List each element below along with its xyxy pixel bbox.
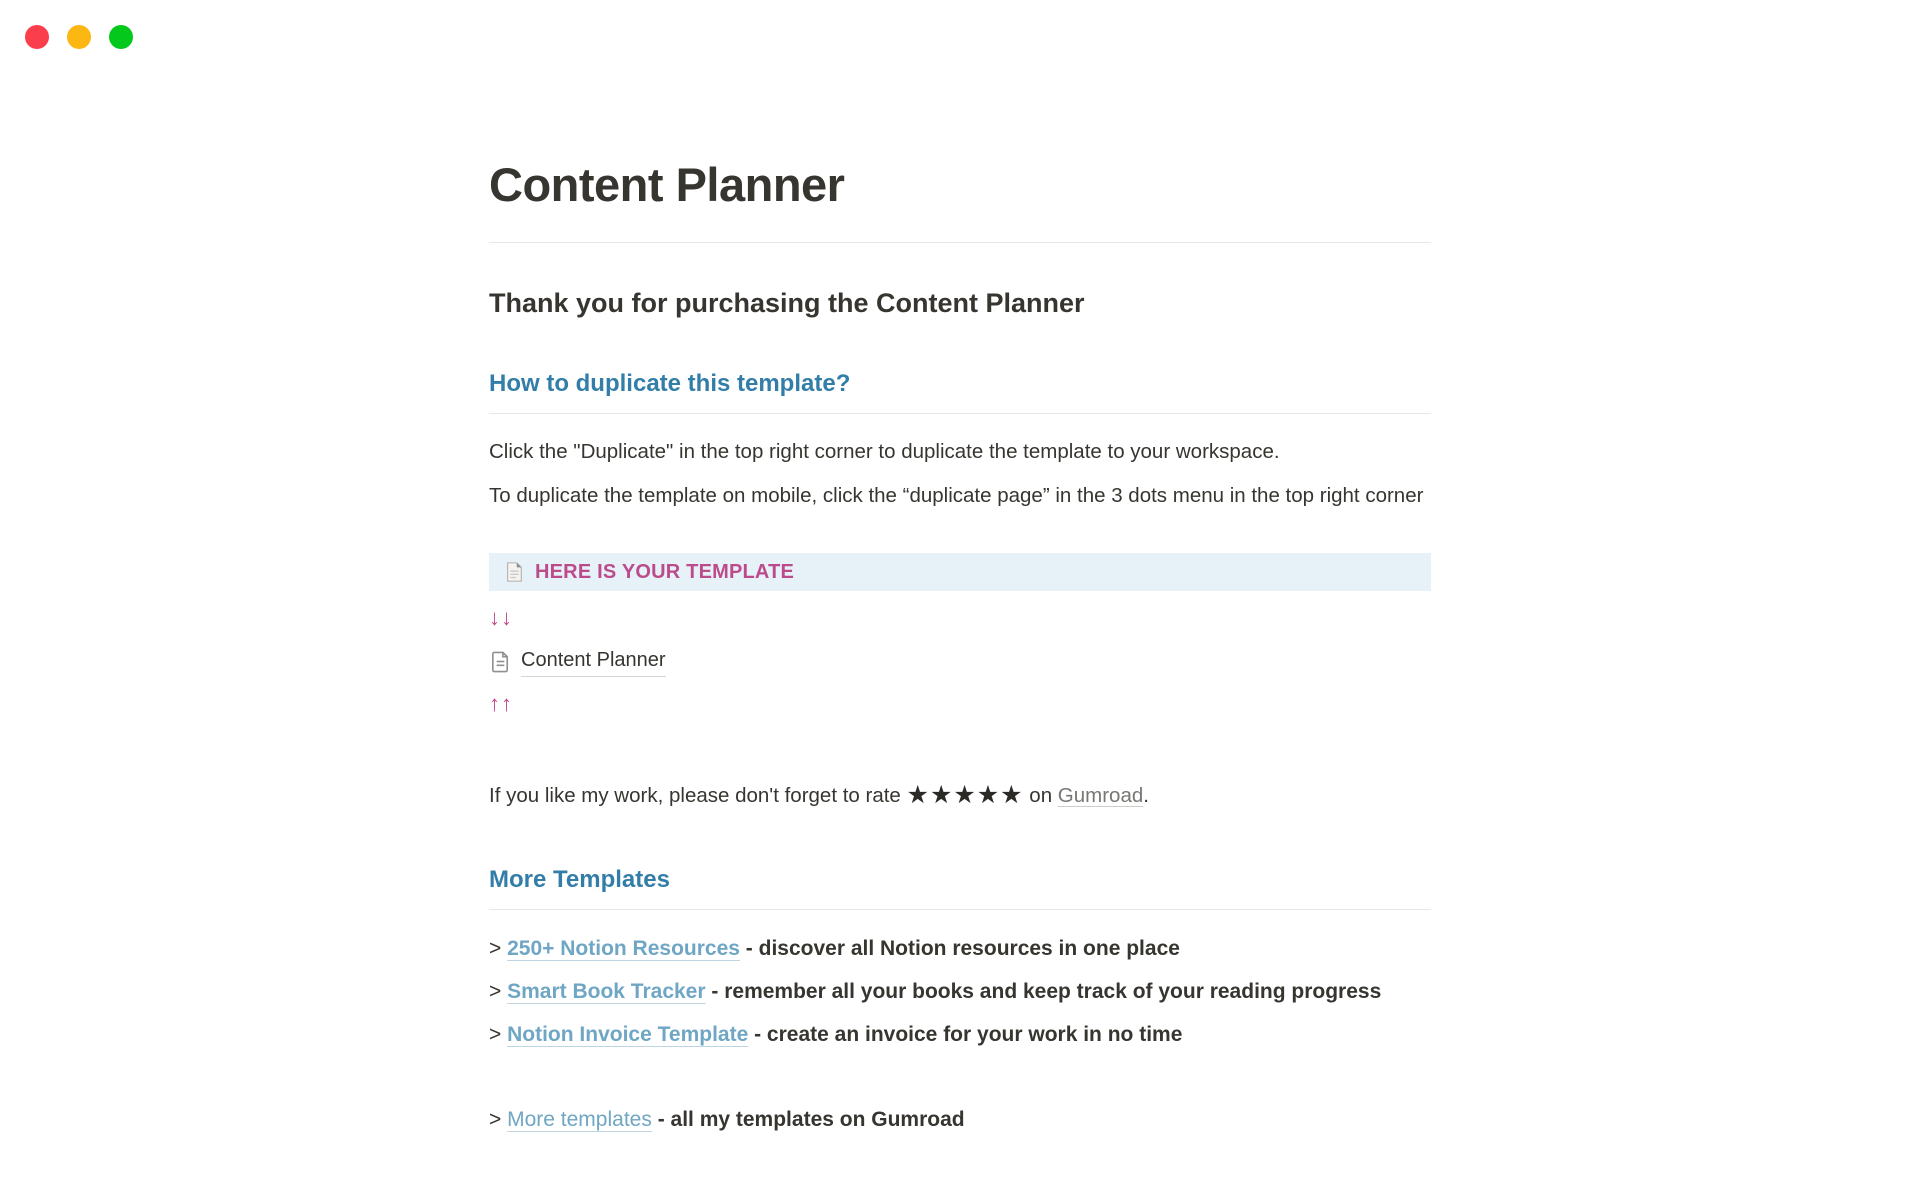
notion-invoice-template-link[interactable]: Notion Invoice Template xyxy=(507,1023,749,1046)
duplicate-instructions-desktop: Click the "Duplicate" in the top right corner to duplicate the template to your workspace. xyxy=(489,440,1280,463)
rating-line xyxy=(489,779,1431,812)
item-description: - all my templates on Gumroad xyxy=(657,1108,965,1131)
item-prefix: > xyxy=(489,937,508,960)
template-list-item xyxy=(489,1103,1431,1136)
notion-resources-link[interactable]: 250+ Notion Resources xyxy=(507,937,740,960)
down-arrows: ↓↓ xyxy=(489,605,513,630)
template-callout xyxy=(489,553,1431,591)
smart-book-tracker-link[interactable]: Smart Book Tracker xyxy=(507,980,706,1003)
zoom-button[interactable] xyxy=(109,25,133,49)
close-button[interactable] xyxy=(25,25,49,49)
document-icon xyxy=(489,650,512,673)
divider xyxy=(489,242,1431,243)
thank-you-heading: Thank you for purchasing the Content Planner xyxy=(489,288,1085,318)
content-planner-page-link[interactable] xyxy=(489,646,666,677)
window-controls xyxy=(25,25,133,49)
divider xyxy=(489,909,1431,910)
template-list-item xyxy=(489,1018,1431,1051)
page-link-label: Content Planner xyxy=(521,646,666,677)
page-facing-up-icon xyxy=(503,561,525,583)
minimize-button[interactable] xyxy=(67,25,91,49)
item-description: - create an invoice for your work in no time xyxy=(754,1023,1183,1046)
up-arrows: ↑↑ xyxy=(489,691,513,716)
rating-suffix: . xyxy=(1143,784,1149,807)
divider xyxy=(489,413,1431,414)
item-prefix: > xyxy=(489,1108,508,1131)
rating-middle: on xyxy=(1023,784,1058,807)
duplicate-instructions-mobile: To duplicate the template on mobile, click the “duplicate page” in the 3 dots menu in the top right corner xyxy=(489,484,1424,507)
notion-page xyxy=(489,0,1431,1136)
gumroad-link[interactable]: Gumroad xyxy=(1057,784,1144,807)
item-description: - remember all your books and keep track of your reading progress xyxy=(711,980,1382,1003)
callout-text: HERE IS YOUR TEMPLATE xyxy=(535,560,795,583)
rating-prefix: If you like my work, please don't forget to rate xyxy=(489,784,907,807)
five-stars: ★★★★★ xyxy=(906,781,1024,809)
item-prefix: > xyxy=(489,1023,508,1046)
how-to-heading: How to duplicate this template? xyxy=(489,370,851,397)
more-templates-heading: More Templates xyxy=(489,866,670,893)
item-description: - discover all Notion resources in one place xyxy=(745,937,1180,960)
page-title: Content Planner xyxy=(489,158,845,211)
template-list-item xyxy=(489,975,1431,1008)
more-templates-link[interactable]: More templates xyxy=(507,1108,652,1131)
item-prefix: > xyxy=(489,980,508,1003)
template-list-item xyxy=(489,932,1431,965)
